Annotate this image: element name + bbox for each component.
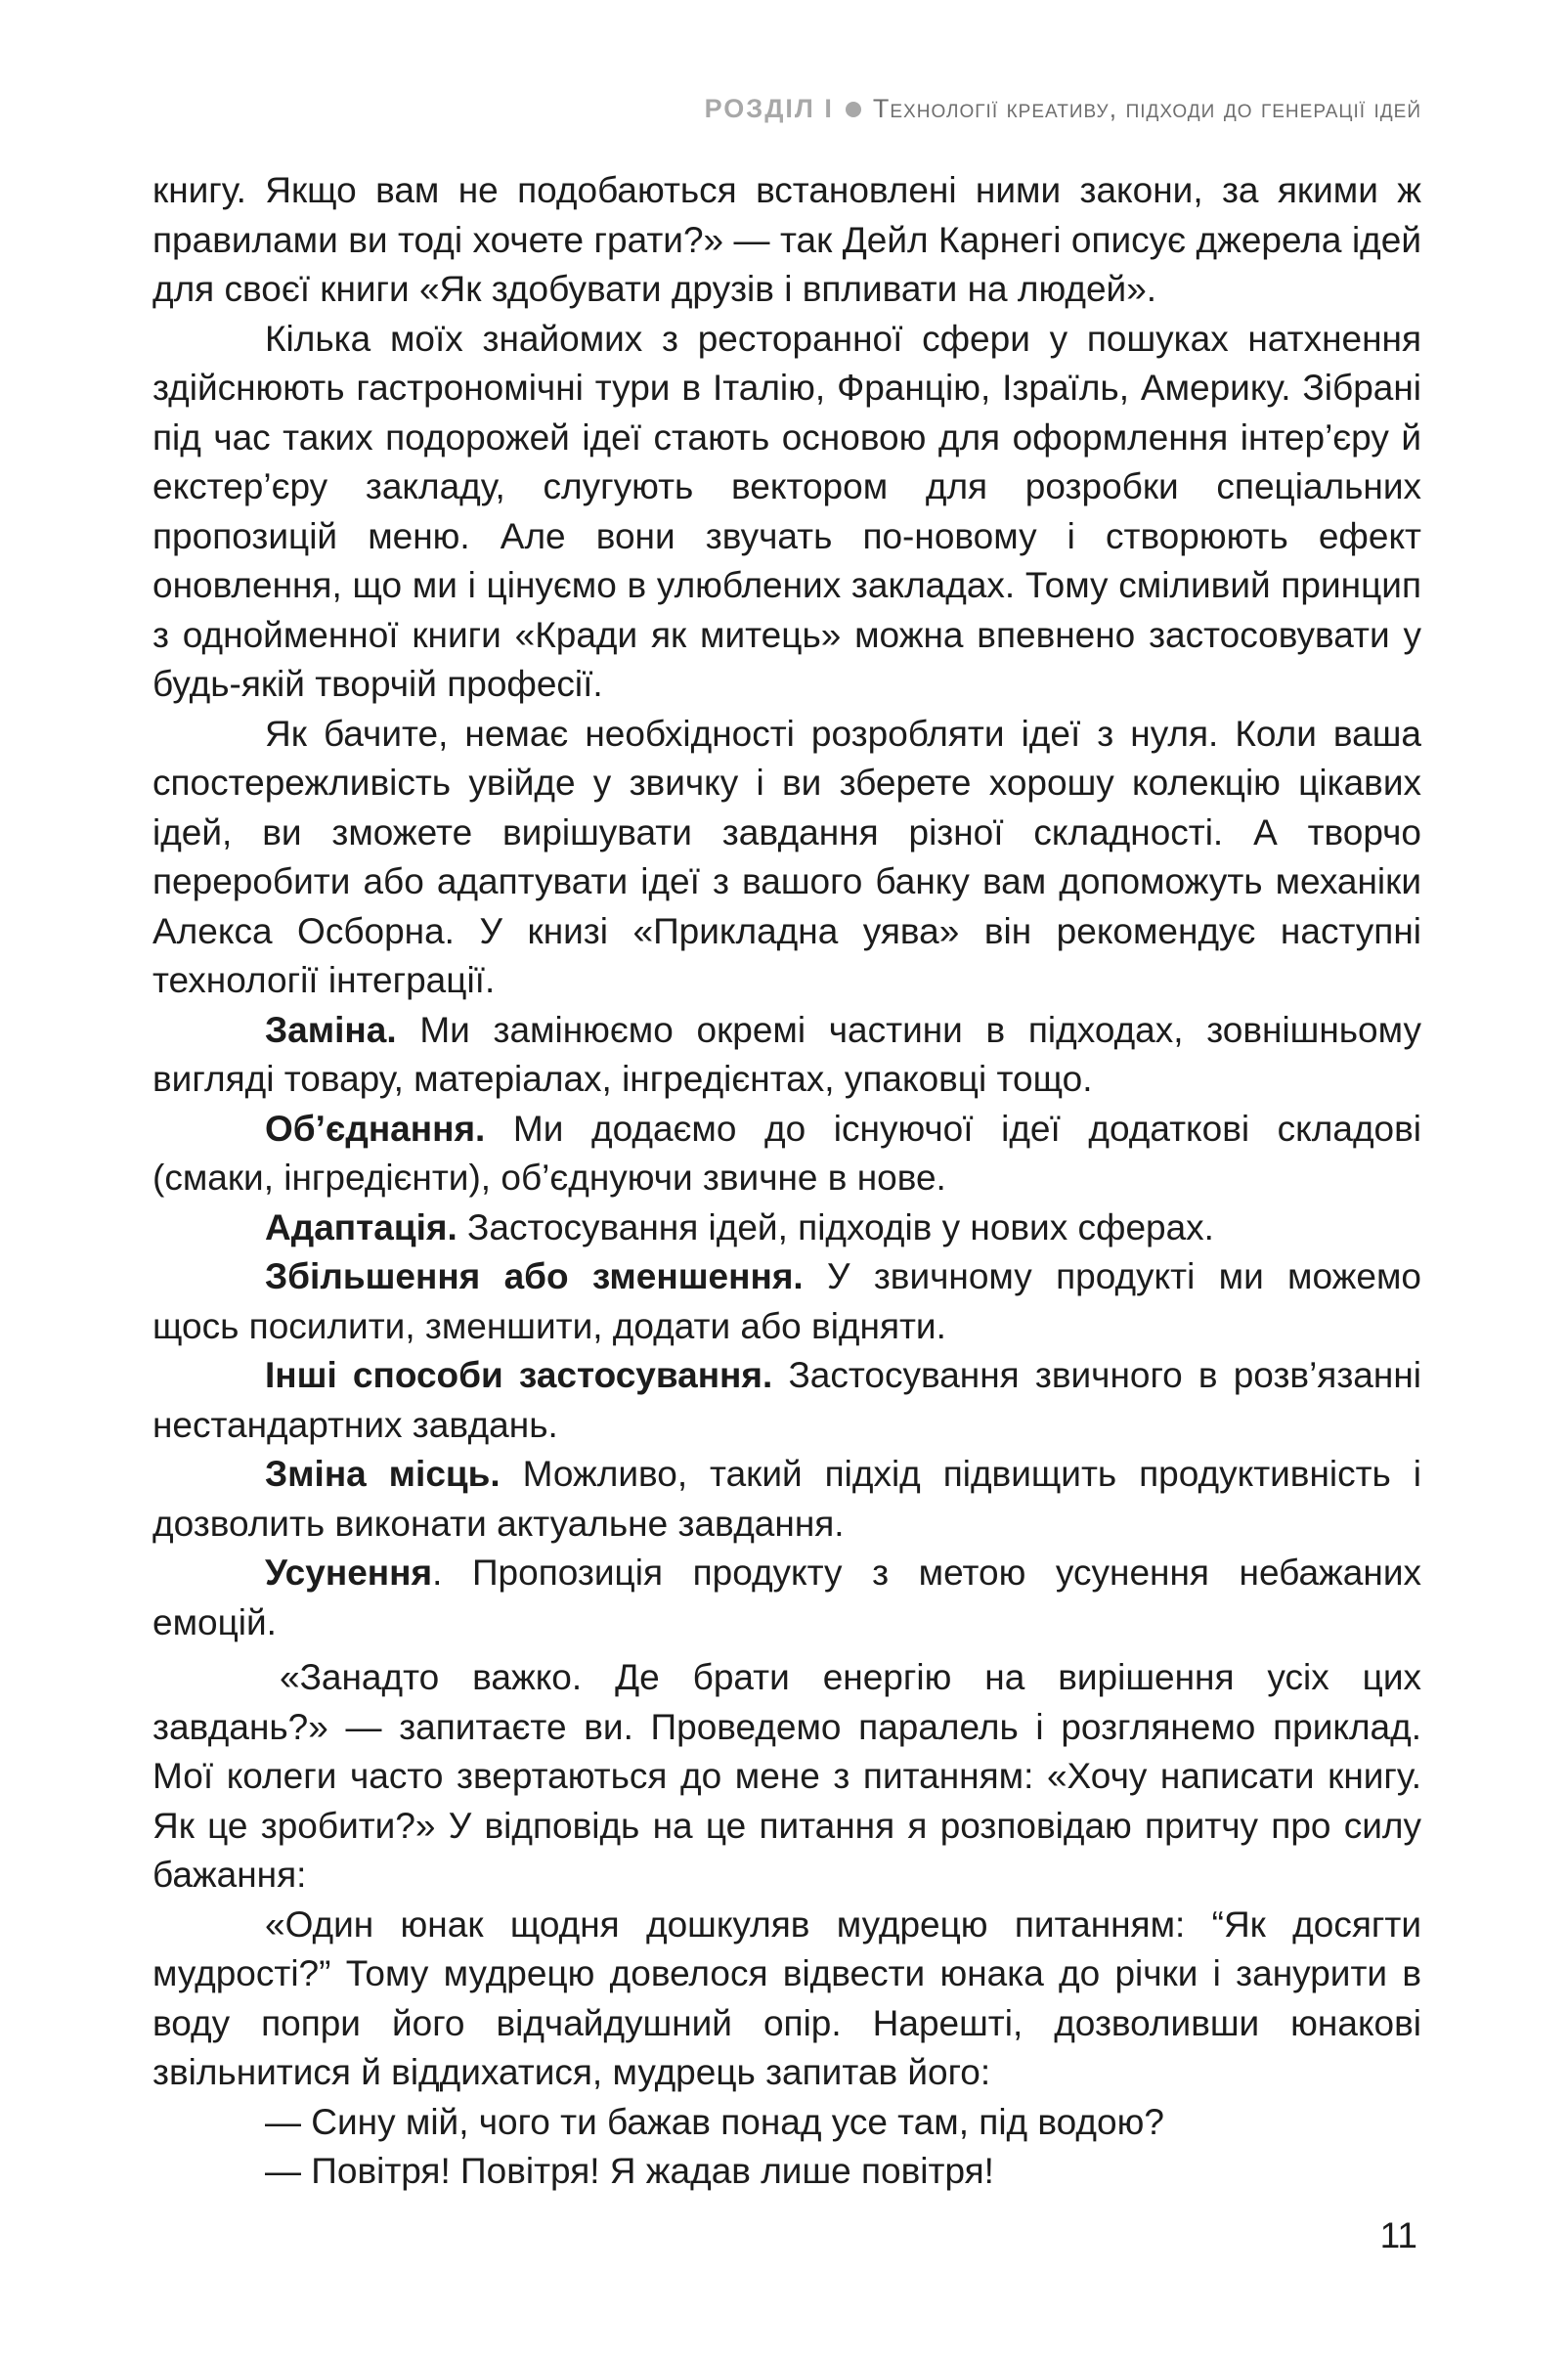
technique-description: . Пропозиція продукту з метою усунення небажаних емоцій.	[152, 1553, 1421, 1642]
bullet-dot-icon	[846, 102, 861, 117]
dialogue-line: — Сину мій, чого ти бажав понад усе там, під водою?	[265, 2101, 1164, 2142]
technique-item	[152, 1252, 1421, 1351]
technique-item	[152, 1549, 1421, 1647]
technique-item	[152, 1351, 1421, 1450]
technique-term: Адаптація.	[265, 1206, 457, 1247]
technique-term: Об’єднання.	[265, 1108, 486, 1149]
technique-item	[152, 1006, 1421, 1105]
technique-item	[152, 1203, 1421, 1253]
technique-description: Ми замінюємо окремі частини в підходах, зовнішньому вигляді товару, матеріалах, інгредієнтах, упаковці тощо.	[152, 1009, 1421, 1099]
technique-term: Зміна місць.	[265, 1454, 501, 1494]
technique-description: Застосування звичного в розв’язанні нестандартних завдань.	[152, 1355, 1421, 1445]
technique-item	[152, 1450, 1421, 1549]
chapter-title: Технології креативу, підходи до генерації ідей	[872, 94, 1421, 123]
technique-term: Інші способи застосування.	[265, 1355, 773, 1395]
dialogue-line: — Повітря! Повітря! Я жадав лише повітря!	[265, 2151, 994, 2191]
page-number: 11	[1379, 2215, 1417, 2255]
technique-description: У звичному продукті ми можемо щось посилити, зменшити, додати або відняти.	[152, 1256, 1421, 1346]
technique-description: Можливо, такий підхід підвищить продуктивність і дозволить виконати актуальне завдання.	[152, 1454, 1421, 1544]
technique-term: Заміна.	[265, 1009, 397, 1050]
paragraph: Кілька моїх знайомих з ресторанної сфери у пошуках натхнення здійснюють гастрономічні тури в Італію, Францію, Ізраїль, Америку. Зібрані під час таких подорожей ідеї стають основою для оформлення інтер’єру й екстер’єру закладу, слугують вектором для розробки спеціальних пропозицій меню. Але вони звучать по-новому і створюють ефект оновлення, що ми і цінуємо в улюблених закладах. Тому сміливий принцип з однойменної книги «Кради як митець» можна впевнено застосовувати у будь-якій творчій професії.	[152, 318, 1421, 704]
running-header	[705, 94, 1421, 124]
technique-term: Збільшення або зменшення.	[265, 1256, 804, 1296]
paragraph: книгу. Якщо вам не подобаються встановлені ними закони, за якими ж правилами ви тоді хочете грати?» — так Дейл Карнегі описує джерела ідей для своєї книги «Як здобувати друзів і впливати на людей».	[152, 170, 1421, 309]
paragraph: Як бачите, немає необхідності розробляти ідеї з нуля. Коли ваша спостережливість увійде у звичку і ви зберете хорошу колекцію цікавих ідей, ви зможете вирішувати завдання різної складності. А творчо переробити або адаптувати ідеї з вашого банку вам допоможуть механіки Алекса Осборна. У книзі «Прикладна уява» він рекомендує наступні технології інтеграції.	[152, 713, 1421, 1000]
closing-question: «Занадто важко. Де брати енергію на вирішення усіх цих завдань?» — запитаєте ви. Проведемо паралель і розглянемо приклад. Мої колеги часто звертаються до мене з питанням: «Хочу написати книгу. Як це зробити?» У відповідь на це питання я розповідаю притчу про силу бажання:	[152, 1657, 1421, 1895]
technique-term: Усунення	[265, 1553, 433, 1593]
chapter-label: РОЗДІЛ I	[704, 94, 834, 123]
body-text	[152, 166, 1421, 2197]
technique-description: Застосування ідей, підходів у нових сферах.	[457, 1206, 1214, 1247]
technique-item	[152, 1105, 1421, 1203]
parable: «Один юнак щодня дошкуляв мудрецю питанням: “Як досягти мудрості?” Тому мудрецю довелося відвести юнака до річки і занурити в воду попри його відчайдушний опір. Нарешті, дозволивши юнакові звільнитися й віддихатися, мудрець запитав його:	[152, 1903, 1421, 2092]
technique-description: Ми додаємо до існуючої ідеї додаткові складові (смаки, інгредієнти), об’єднуючи звичне в нове.	[152, 1108, 1421, 1198]
